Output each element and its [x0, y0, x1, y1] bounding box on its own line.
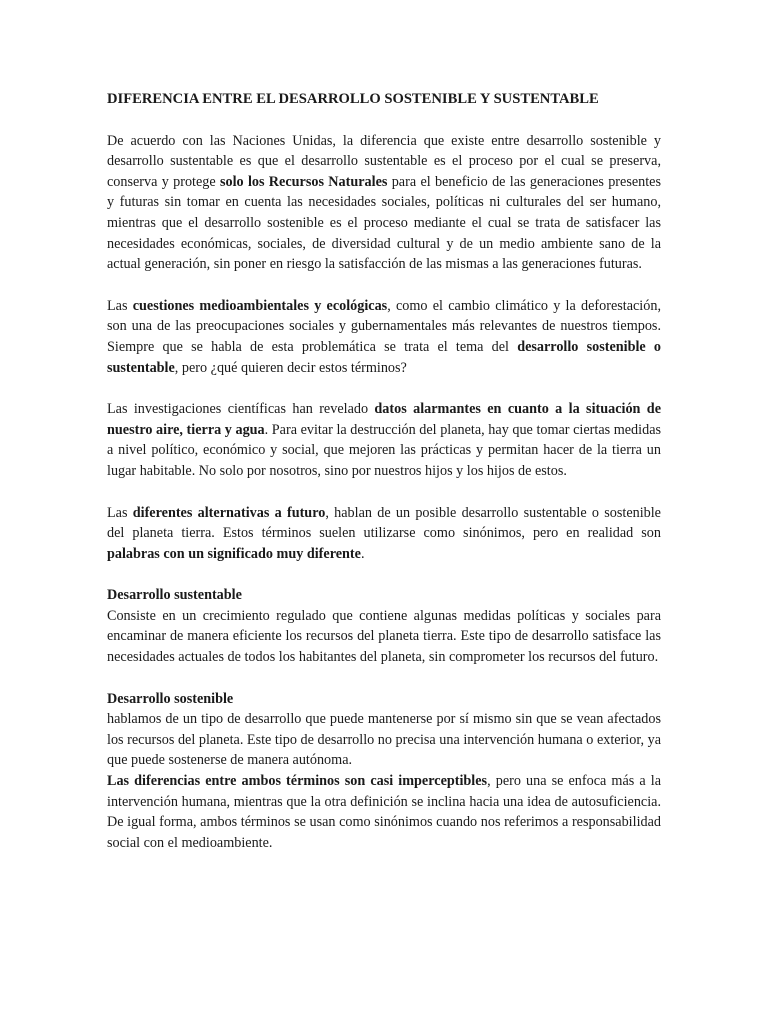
- paragraph-text: Las: [107, 297, 133, 314]
- section-desarrollo-sustentable: [107, 585, 661, 667]
- paragraph-text: para el beneficio de las generaciones presentes y futuras sin tomar en cuenta las necesidades sociales, políticas ni culturales del ser humano, mientras que el desarrollo sostenible es el proceso mediante el cual se trata de satisfacer las necesidades económicas, sociales, de diversidad cultural y de un medio ambiente sano de la actual generación, sin poner en riesgo la satisfacción de las mismas a las generaciones futuras.: [107, 173, 661, 273]
- section-heading: Desarrollo sustentable: [107, 587, 242, 604]
- paragraph-cuestiones-medioambientales: [107, 296, 661, 378]
- paragraph-text: Las: [107, 504, 133, 521]
- section-text: hablamos de un tipo de desarrollo que puede mantenerse por sí mismo sin que se vean afectados los recursos del planeta. Este tipo de desarrollo no precisa una intervención humana o exterior, ya que puede sostenerse de manera autónoma.: [107, 711, 661, 769]
- paragraph-text: , como el cambio climático y la deforestación, son una de las preocupaciones sociales y gubernamentales más relevantes de nuestros tiempos. Siempre que se habla de esta problemática se trata el tema del: [107, 297, 661, 355]
- bold-phrase: desarrollo sostenible o sustentable: [107, 338, 661, 376]
- paragraph-text: De acuerdo con las Naciones Unidas, la diferencia que existe entre desarrollo sostenible y desarrollo sustentable es que el desarrollo sustentable es el proceso por el cual se preserva, conserva y protege: [107, 132, 661, 190]
- paragraph-alternativas: [107, 503, 661, 565]
- document-body: [107, 89, 661, 874]
- section-desarrollo-sostenible: [107, 689, 661, 854]
- paragraph-text: .: [360, 545, 365, 562]
- paragraph-text: , pero una se enfoca más a la intervención humana, mientras que la otra definición se inclina hacia una idea de autosuficiencia. De igual forma, ambos términos se usan como sinónimos cuando nos referimos a responsabilidad social con el medioambiente.: [107, 773, 661, 851]
- bold-phrase: solo los Recursos Naturales: [219, 173, 388, 190]
- bold-phrase: Las diferencias entre ambos términos son casi imperceptibles: [107, 773, 488, 790]
- document-title: DIFERENCIA ENTRE EL DESARROLLO SOSTENIBLE Y SUSTENTABLE: [107, 91, 599, 107]
- paragraph-text: , pero ¿qué quieren decir estos términos?: [174, 359, 407, 376]
- paragraph-investigaciones: [107, 399, 661, 481]
- paragraph-text: , hablan de un posible desarrollo sustentable o sostenible del planeta tierra. Estos términos suelen utilizarse como sinónimos, pero en realidad son: [107, 504, 661, 542]
- section-heading: Desarrollo sostenible: [107, 690, 234, 707]
- bold-phrase: datos alarmantes en cuanto a la situación de nuestro aire, tierra y agua: [107, 401, 661, 438]
- paragraph-text: . Para evitar la destrucción del planeta, hay que tomar ciertas medidas a nivel político, económico y social, que mejoren las prácticas y permitan hacer de la tierra un lugar habitable. No solo por nosotros, sino por nuestros hijos y los hijos de estos.: [107, 421, 662, 479]
- bold-phrase: palabras con un significado muy diferente: [107, 545, 361, 562]
- bold-phrase: cuestiones medioambientales y ecológicas: [132, 297, 388, 314]
- section-text: Consiste en un crecimiento regulado que contiene algunas medidas políticas y sociales para encaminar de manera eficiente los recursos del planeta tierra. Este tipo de desarrollo satisface las necesidades actuales de todos los habitantes del planeta, sin comprometer los recursos del futuro.: [107, 607, 661, 666]
- bold-phrase: diferentes alternativas a futuro: [132, 504, 326, 521]
- paragraph-naciones-unidas: [107, 131, 661, 275]
- paragraph-diferencias: [107, 771, 661, 853]
- paragraph-text: Las investigaciones científicas han revelado: [107, 401, 375, 418]
